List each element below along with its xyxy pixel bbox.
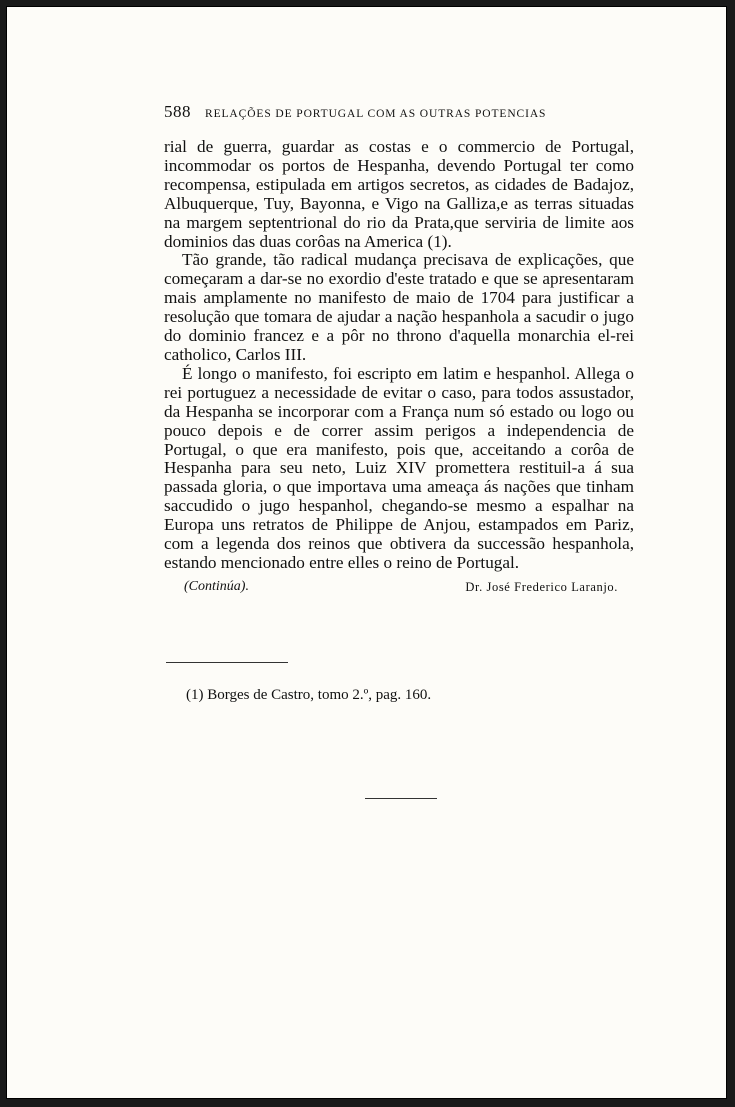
book-page [6,6,727,1099]
footnote-divider [166,662,288,663]
paragraph-1-text: rial de guerra, guardar as costas e o commercio de Portugal, incommodar os portos de Hespanha, devendo Portugal ter como recompensa, estipulada em artigos secretos, as cidades de Badajoz, Albuquerque, Tuy, Bayonna, e Vigo na Galliza,e as terras situadas na margem septentrional do rio da Prata,que serviria de limite aos dominios das duas corôas na America (1). [164,137,634,251]
signature-row [164,578,634,597]
end-divider [365,798,437,799]
running-title: RELAÇÕES DE PORTUGAL COM AS OUTRAS POTENCIAS [205,108,547,120]
running-header [164,102,609,122]
continua-note: (Continúa). [184,578,249,594]
footnote-text: (1) Borges de Castro, tomo 2.º, pag. 160. [186,687,432,703]
paragraph-3-text: É longo o manifesto, foi escripto em latim e hespanhol. Allega o rei portuguez a necessidade de evitar o caso, para todos assustador, da Hespanha se incorporar com a França num só estado ou logo ou pouco depois e de correr assim perigos a independencia de Portugal, o que era manifesto, pois que, acceitando a corôa de Hespanha para seu neto, Luiz XIV promettera restituil-a á sua passada gloria, o que importava uma ameaça ás nações que tinham saccudido o jugo hespanhol, chegando-se mesmo a espalhar na Europa uns retratos de Philippe de Anjou, estampados em Pariz, com a legenda dos reinos que obtivera da successão hespanhola, estando mencionado entre elles o reino de Portugal. [164,363,634,572]
paragraph-1 [164,138,634,251]
main-text [164,138,634,597]
paragraph-2 [164,251,634,364]
page-number: 588 [164,102,191,121]
footnote [186,687,431,704]
paragraph-2-text: Tão grande, tão radical mudança precisava de explicações, que começaram a dar-se no exordio d'este tratado e que se apresentaram mais amplamente no manifesto de maio de 1704 para justificar a resolução que tomara de ajudar a nação hespanhola a sacudir o jugo do dominio francez e a pôr no throno d'aquella monarchia el-rei catholico, Carlos III. [164,250,634,364]
paragraph-3 [164,365,634,573]
author-signature: Dr. José Frederico Laranjo. [465,579,618,594]
